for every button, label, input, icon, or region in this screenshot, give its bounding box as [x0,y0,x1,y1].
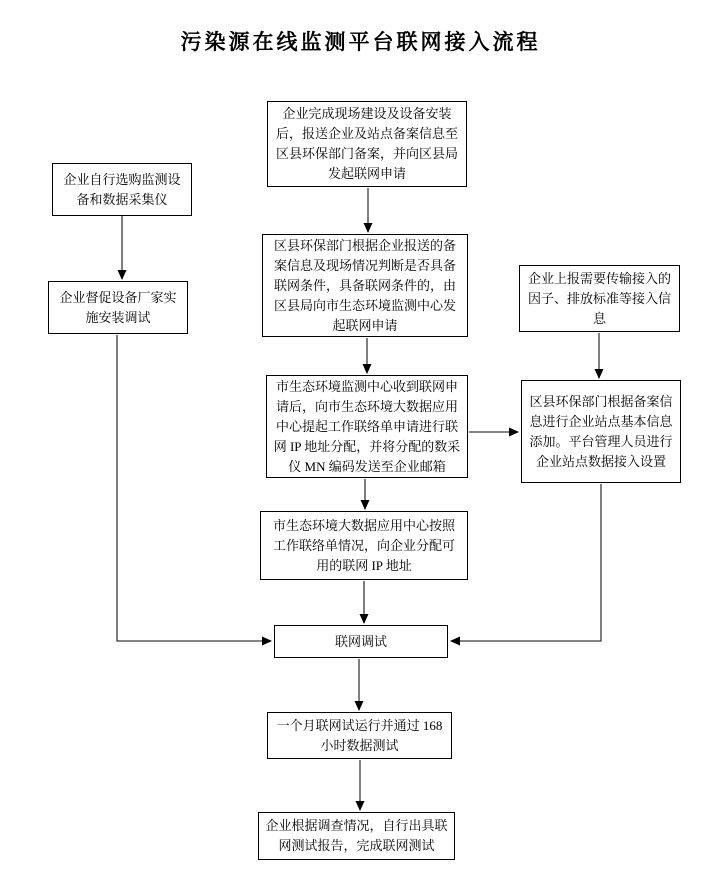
flow-node-network-debug [274,625,448,658]
flow-node-report-factors [519,265,680,332]
flow-node-bigdata-assign-ip-label: 市生态环境大数据应用中心按照工作联络单情况，向企业分配可用的联网 IP 地址 [272,517,455,573]
flow-node-site-info-setup [521,380,681,483]
flow-node-purchase-equipment-label: 企业自行选购监测设备和数据采集仪 [63,171,181,207]
flow-node-start [267,101,467,187]
page-title: 污染源在线监测平台联网接入流程 [180,30,541,54]
flow-node-supervise-install-label: 企业督促设备厂家实施安装调试 [59,289,177,325]
flow-node-network-debug-label: 联网调试 [334,633,387,649]
flow-node-trial-run-label: 一个月联网试运行并通过 168 小时数据测试 [276,717,443,753]
flow-node-county-review [262,234,468,337]
flow-node-monitoring-center-request [266,375,468,478]
flow-node-purchase-equipment [52,163,192,216]
flow-node-county-review-label: 区县环保部门根据企业报送的备案信息及现场情况判断是否具备联网条件，具备联网条件的，由区县局向市生态环境监测中心发起联网申请 [273,237,456,333]
flow-node-trial-run [267,712,452,759]
flow-node-bigdata-assign-ip [260,511,468,580]
flow-node-supervise-install [48,281,188,334]
flow-node-final-report [258,812,455,860]
flow-node-final-report-label: 企业根据调查情况，自行出具联网测试报告，完成联网测试 [265,818,448,853]
flow-node-start-label: 企业完成现场建设及设备安装后，报送企业及站点备案信息至区县环保部门备案，并向区县局发起联网申请 [275,106,458,181]
connector-supervise-to-debug [117,335,271,641]
flow-node-report-factors-label: 企业上报需要传输接入的因子、排放标准等接入信息 [527,270,671,326]
connector-site-setup-to-debug [451,484,601,641]
flow-node-monitoring-center-request-label: 市生态环境监测中心收到联网申请后，向市生态环境大数据应用中心提起工作联络单申请进行联网 IP 地址分配，并将分配的数采仪 MN 编码发送至企业邮箱 [273,378,461,474]
flow-node-site-info-setup-label: 区县环保部门根据备案信息进行企业站点基本信息添加。平台管理人员进行企业站点数据接入设置 [529,393,673,469]
